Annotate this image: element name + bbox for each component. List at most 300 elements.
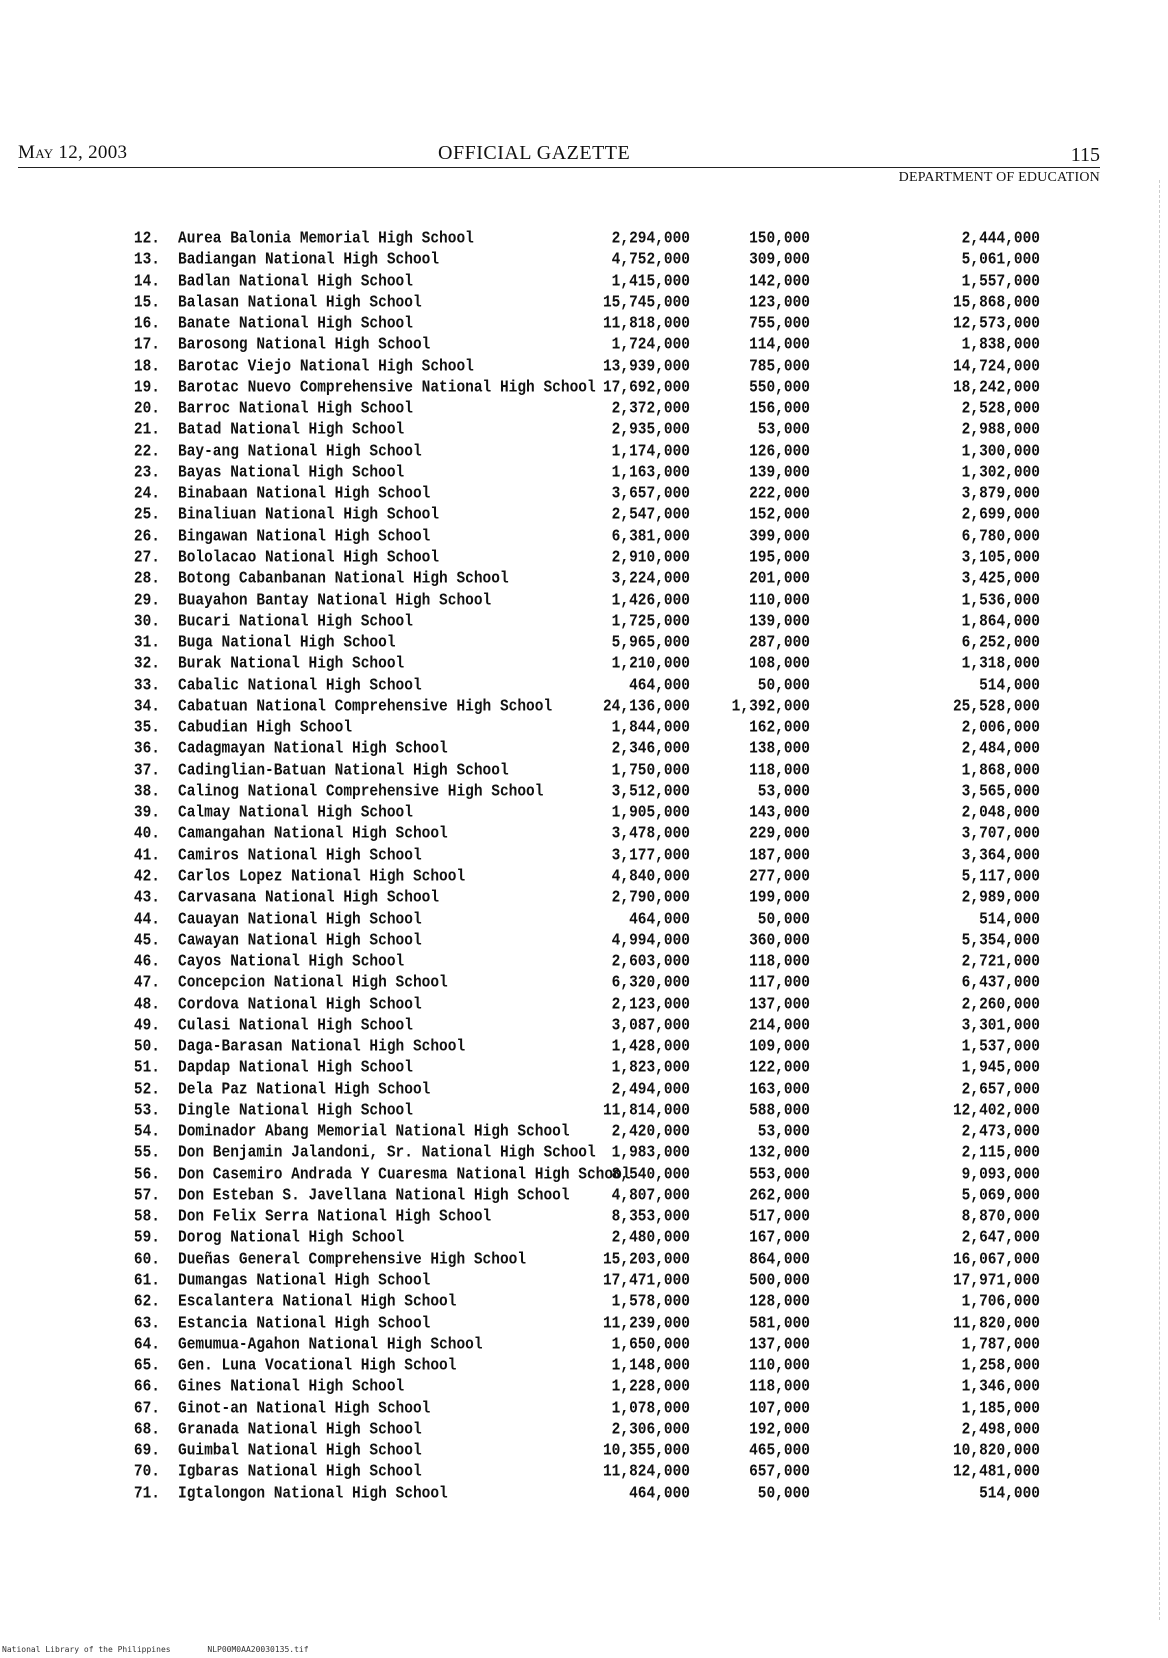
- amount-total: 2,989,000: [961, 889, 1040, 908]
- amount-col-1: 2,480,000: [611, 1229, 690, 1248]
- amount-col-1: 8,540,000: [611, 1165, 690, 1184]
- amount-total: 3,301,000: [961, 1016, 1040, 1035]
- table-row: [0, 825, 1168, 849]
- amount-col-2: 122,000: [749, 1059, 810, 1078]
- amount-total: 1,302,000: [961, 463, 1040, 482]
- amount-col-1: 2,294,000: [611, 230, 690, 248]
- amount-col-2: 162,000: [749, 719, 810, 738]
- amount-col-1: 1,078,000: [611, 1399, 690, 1418]
- row-number: 16.: [133, 315, 160, 333]
- table-row: [0, 443, 1168, 467]
- row-number: 48.: [133, 995, 160, 1014]
- amount-col-1: 2,346,000: [611, 740, 690, 759]
- row-number: 41.: [133, 846, 160, 865]
- amount-col-1: 1,844,000: [611, 719, 690, 738]
- amount-total: 2,988,000: [961, 421, 1040, 440]
- amount-total: 1,787,000: [961, 1335, 1040, 1354]
- amount-total: 1,537,000: [961, 1038, 1040, 1057]
- amount-col-1: 11,824,000: [602, 1463, 690, 1482]
- table-row: [0, 1081, 1168, 1105]
- row-number: 12.: [133, 230, 160, 248]
- row-number: 37.: [133, 761, 160, 780]
- amount-total: 6,780,000: [961, 527, 1040, 546]
- row-number: 24.: [133, 485, 160, 504]
- school-name: Banate National High School: [178, 315, 413, 333]
- amount-col-2: 150,000: [749, 230, 810, 248]
- amount-col-2: 118,000: [749, 761, 810, 780]
- amount-col-1: 1,725,000: [611, 612, 690, 631]
- school-name: Cadinglian-Batuan National High School: [178, 761, 509, 780]
- table-row: [0, 974, 1168, 998]
- table-row: [0, 996, 1168, 1020]
- header-rule: [18, 167, 1100, 168]
- school-name: Don Benjamin Jalandoni, Sr. National High School: [178, 1144, 596, 1163]
- school-name: Don Felix Serra National High School: [178, 1208, 492, 1227]
- amount-total: 12,573,000: [952, 315, 1040, 333]
- amount-col-2: 139,000: [749, 463, 810, 482]
- amount-col-1: 4,840,000: [611, 867, 690, 886]
- table-row: [0, 570, 1168, 594]
- school-name: Binabaan National High School: [178, 485, 431, 504]
- row-number: 49.: [133, 1016, 160, 1035]
- row-number: 36.: [133, 740, 160, 759]
- amount-col-2: 201,000: [749, 570, 810, 589]
- row-number: 13.: [133, 251, 160, 270]
- school-name: Dorog National High School: [178, 1229, 405, 1248]
- table-row: [0, 1485, 1168, 1509]
- school-name: Burak National High School: [178, 655, 405, 674]
- amount-col-1: 6,320,000: [611, 974, 690, 993]
- school-name: Culasi National High School: [178, 1016, 413, 1035]
- row-number: 55.: [133, 1144, 160, 1163]
- amount-col-1: 3,224,000: [611, 570, 690, 589]
- amount-col-2: 50,000: [757, 676, 810, 695]
- amount-total: 514,000: [979, 1484, 1040, 1503]
- row-number: 71.: [133, 1484, 160, 1503]
- row-number: 66.: [133, 1378, 160, 1397]
- amount-col-1: 1,210,000: [611, 655, 690, 674]
- row-number: 57.: [133, 1186, 160, 1205]
- amount-total: 2,048,000: [961, 804, 1040, 823]
- amount-total: 3,707,000: [961, 825, 1040, 844]
- amount-col-1: 4,752,000: [611, 251, 690, 270]
- amount-col-2: 109,000: [749, 1038, 810, 1057]
- school-name: Calmay National High School: [178, 804, 413, 823]
- table-row: [0, 336, 1168, 360]
- amount-col-2: 139,000: [749, 612, 810, 631]
- amount-col-1: 17,471,000: [602, 1272, 690, 1290]
- amount-col-2: 399,000: [749, 527, 810, 546]
- page-number: 115: [1070, 144, 1100, 166]
- school-name: Carlos Lopez National High School: [178, 867, 466, 886]
- amount-col-1: 11,239,000: [602, 1314, 690, 1333]
- amount-col-2: 199,000: [749, 889, 810, 908]
- amount-total: 1,185,000: [961, 1399, 1040, 1418]
- amount-col-1: 11,814,000: [602, 1101, 690, 1120]
- amount-total: 12,481,000: [952, 1463, 1040, 1482]
- amount-col-1: 5,965,000: [611, 634, 690, 652]
- amount-col-2: 755,000: [749, 315, 810, 333]
- amount-col-1: 1,415,000: [611, 272, 690, 291]
- amount-col-2: 214,000: [749, 1016, 810, 1035]
- amount-col-1: 6,381,000: [611, 527, 690, 546]
- publication-title: OFFICIAL GAZETTE: [438, 142, 631, 164]
- page-header: [18, 142, 1100, 168]
- amount-col-2: 187,000: [749, 846, 810, 865]
- table-row: [0, 762, 1168, 786]
- row-number: 30.: [133, 612, 160, 631]
- amount-col-2: 114,000: [749, 336, 810, 355]
- table-row: [0, 1229, 1168, 1253]
- school-name: Buga National High School: [178, 634, 396, 652]
- amount-total: 12,402,000: [952, 1101, 1040, 1120]
- amount-col-2: 262,000: [749, 1186, 810, 1205]
- amount-total: 16,067,000: [952, 1250, 1040, 1269]
- row-number: 45.: [133, 931, 160, 950]
- school-name: Bayas National High School: [178, 463, 405, 482]
- amount-col-1: 24,136,000: [602, 697, 690, 716]
- amount-total: 1,536,000: [961, 591, 1040, 610]
- amount-total: 8,870,000: [961, 1208, 1040, 1227]
- amount-col-1: 3,087,000: [611, 1016, 690, 1035]
- amount-col-1: 1,650,000: [611, 1335, 690, 1354]
- school-name: Camiros National High School: [178, 846, 422, 865]
- row-number: 31.: [133, 634, 160, 652]
- amount-col-2: 360,000: [749, 931, 810, 950]
- table-row: [0, 1293, 1168, 1317]
- school-name: Binaliuan National High School: [178, 506, 440, 525]
- school-name: Cabudian High School: [178, 719, 353, 738]
- amount-col-1: 2,547,000: [611, 506, 690, 525]
- table-row: [0, 911, 1168, 935]
- amount-total: 2,657,000: [961, 1080, 1040, 1099]
- table-row: [0, 932, 1168, 956]
- amount-col-1: 2,910,000: [611, 548, 690, 567]
- amount-col-1: 3,657,000: [611, 485, 690, 504]
- amount-total: 15,868,000: [952, 293, 1040, 312]
- amount-col-2: 108,000: [749, 655, 810, 674]
- table-row: [0, 1144, 1168, 1168]
- amount-col-1: 2,603,000: [611, 953, 690, 971]
- amount-col-2: 152,000: [749, 506, 810, 525]
- scan-edge-line: [1158, 180, 1160, 1620]
- amount-total: 2,473,000: [961, 1123, 1040, 1142]
- school-name: Calinog National Comprehensive High School: [178, 782, 544, 801]
- amount-total: 2,647,000: [961, 1229, 1040, 1248]
- school-name: Don Esteban S. Javellana National High School: [178, 1186, 570, 1205]
- amount-total: 1,557,000: [961, 272, 1040, 291]
- table-row: [0, 251, 1168, 275]
- amount-col-1: 4,807,000: [611, 1186, 690, 1205]
- row-number: 51.: [133, 1059, 160, 1078]
- amount-col-2: 53,000: [757, 782, 810, 801]
- amount-col-2: 118,000: [749, 953, 810, 971]
- school-name: Ginot-an National High School: [178, 1399, 431, 1418]
- row-number: 27.: [133, 548, 160, 567]
- row-number: 14.: [133, 272, 160, 291]
- amount-col-1: 2,306,000: [611, 1420, 690, 1439]
- amount-col-1: 1,750,000: [611, 761, 690, 780]
- row-number: 64.: [133, 1335, 160, 1354]
- amount-col-1: 15,203,000: [602, 1250, 690, 1269]
- school-name: Bay-ang National High School: [178, 442, 422, 461]
- table-row: [0, 1251, 1168, 1275]
- row-number: 32.: [133, 655, 160, 674]
- amount-total: 2,699,000: [961, 506, 1040, 525]
- amount-total: 6,437,000: [961, 974, 1040, 993]
- amount-col-2: 143,000: [749, 804, 810, 823]
- amount-col-2: 277,000: [749, 867, 810, 886]
- amount-total: 1,300,000: [961, 442, 1040, 461]
- table-row: [0, 1463, 1168, 1487]
- row-number: 29.: [133, 591, 160, 610]
- school-name: Gemumua-Agahon National High School: [178, 1335, 483, 1354]
- amount-col-2: 142,000: [749, 272, 810, 291]
- school-name: Cauayan National High School: [178, 910, 422, 929]
- amount-total: 3,105,000: [961, 548, 1040, 567]
- amount-total: 1,258,000: [961, 1357, 1040, 1375]
- row-number: 20.: [133, 400, 160, 419]
- row-number: 68.: [133, 1420, 160, 1439]
- row-number: 58.: [133, 1208, 160, 1227]
- amount-total: 5,117,000: [961, 867, 1040, 886]
- row-number: 33.: [133, 676, 160, 695]
- school-name: Estancia National High School: [178, 1314, 431, 1333]
- amount-col-2: 123,000: [749, 293, 810, 312]
- amount-col-2: 117,000: [749, 974, 810, 993]
- amount-col-2: 465,000: [749, 1442, 810, 1461]
- school-name: Cabalic National High School: [178, 676, 422, 695]
- amount-col-1: 464,000: [629, 910, 690, 929]
- amount-col-1: 2,790,000: [611, 889, 690, 908]
- amount-total: 1,838,000: [961, 336, 1040, 355]
- amount-total: 1,346,000: [961, 1378, 1040, 1397]
- appropriations-table: [0, 230, 1168, 1506]
- amount-total: 10,820,000: [952, 1442, 1040, 1461]
- row-number: 53.: [133, 1101, 160, 1120]
- table-row: [0, 847, 1168, 871]
- amount-col-2: 50,000: [757, 910, 810, 929]
- table-row: [0, 273, 1168, 297]
- school-name: Buayahon Bantay National High School: [178, 591, 492, 610]
- amount-col-2: 222,000: [749, 485, 810, 504]
- row-number: 47.: [133, 974, 160, 993]
- school-name: Bololacao National High School: [178, 548, 440, 567]
- amount-total: 2,498,000: [961, 1420, 1040, 1439]
- amount-col-1: 1,905,000: [611, 804, 690, 823]
- amount-col-1: 1,426,000: [611, 591, 690, 610]
- amount-col-1: 1,228,000: [611, 1378, 690, 1397]
- school-name: Bucari National High School: [178, 612, 413, 631]
- table-row: [0, 592, 1168, 616]
- amount-col-1: 464,000: [629, 676, 690, 695]
- table-row: [0, 1059, 1168, 1083]
- amount-total: 2,721,000: [961, 953, 1040, 971]
- amount-col-2: 195,000: [749, 548, 810, 567]
- table-row: [0, 1315, 1168, 1339]
- amount-col-1: 8,353,000: [611, 1208, 690, 1227]
- school-name: Badiangan National High School: [178, 251, 440, 270]
- row-number: 50.: [133, 1038, 160, 1057]
- amount-col-2: 110,000: [749, 591, 810, 610]
- row-number: 34.: [133, 697, 160, 716]
- amount-col-1: 1,724,000: [611, 336, 690, 355]
- row-number: 52.: [133, 1080, 160, 1099]
- amount-col-2: 110,000: [749, 1357, 810, 1375]
- amount-col-2: 657,000: [749, 1463, 810, 1482]
- amount-col-1: 15,745,000: [602, 293, 690, 312]
- school-name: Botong Cabanbanan National High School: [178, 570, 509, 589]
- school-name: Cayos National High School: [178, 953, 405, 971]
- amount-col-2: 581,000: [749, 1314, 810, 1333]
- amount-total: 25,528,000: [952, 697, 1040, 716]
- amount-total: 9,093,000: [961, 1165, 1040, 1184]
- school-name: Dingle National High School: [178, 1101, 413, 1120]
- amount-col-2: 588,000: [749, 1101, 810, 1120]
- amount-col-1: 17,692,000: [602, 378, 690, 397]
- amount-total: 3,364,000: [961, 846, 1040, 865]
- amount-total: 514,000: [979, 910, 1040, 929]
- amount-total: 11,820,000: [952, 1314, 1040, 1333]
- school-name: Guimbal National High School: [178, 1442, 422, 1461]
- row-number: 35.: [133, 719, 160, 738]
- school-name: Cawayan National High School: [178, 931, 422, 950]
- table-row: [0, 528, 1168, 552]
- amount-col-1: 4,994,000: [611, 931, 690, 950]
- school-name: Badlan National High School: [178, 272, 413, 291]
- amount-col-2: 156,000: [749, 400, 810, 419]
- row-number: 21.: [133, 421, 160, 440]
- library-credit: National Library of the Philippines: [2, 1645, 171, 1654]
- row-number: 59.: [133, 1229, 160, 1248]
- amount-col-2: 163,000: [749, 1080, 810, 1099]
- amount-col-2: 126,000: [749, 442, 810, 461]
- row-number: 17.: [133, 336, 160, 355]
- amount-col-1: 1,823,000: [611, 1059, 690, 1078]
- school-name: Bingawan National High School: [178, 527, 431, 546]
- school-name: Gines National High School: [178, 1378, 405, 1397]
- amount-total: 14,724,000: [952, 357, 1040, 376]
- school-name: Dapdap National High School: [178, 1059, 413, 1078]
- school-name: Camangahan National High School: [178, 825, 448, 844]
- amount-col-2: 500,000: [749, 1272, 810, 1290]
- amount-total: 2,444,000: [961, 230, 1040, 248]
- row-number: 25.: [133, 506, 160, 525]
- amount-col-2: 287,000: [749, 634, 810, 652]
- amount-col-2: 864,000: [749, 1250, 810, 1269]
- amount-col-2: 550,000: [749, 378, 810, 397]
- amount-col-1: 1,163,000: [611, 463, 690, 482]
- amount-total: 5,354,000: [961, 931, 1040, 950]
- row-number: 62.: [133, 1293, 160, 1312]
- table-row: [0, 677, 1168, 701]
- row-number: 39.: [133, 804, 160, 823]
- page-footer: [2, 1645, 341, 1654]
- amount-col-2: 50,000: [757, 1484, 810, 1503]
- table-row: [0, 358, 1168, 382]
- amount-total: 2,528,000: [961, 400, 1040, 419]
- amount-col-1: 3,478,000: [611, 825, 690, 844]
- school-name: Daga-Barasan National High School: [178, 1038, 466, 1057]
- amount-total: 3,565,000: [961, 782, 1040, 801]
- amount-col-1: 2,123,000: [611, 995, 690, 1014]
- row-number: 65.: [133, 1357, 160, 1375]
- school-name: Balasan National High School: [178, 293, 422, 312]
- amount-col-1: 3,512,000: [611, 782, 690, 801]
- amount-total: 5,061,000: [961, 251, 1040, 270]
- amount-col-1: 2,935,000: [611, 421, 690, 440]
- amount-col-1: 1,428,000: [611, 1038, 690, 1057]
- table-row: [0, 1166, 1168, 1190]
- row-number: 28.: [133, 570, 160, 589]
- row-number: 15.: [133, 293, 160, 312]
- row-number: 60.: [133, 1250, 160, 1269]
- table-row: [0, 506, 1168, 530]
- amount-col-2: 192,000: [749, 1420, 810, 1439]
- amount-col-1: 2,494,000: [611, 1080, 690, 1099]
- row-number: 18.: [133, 357, 160, 376]
- row-number: 46.: [133, 953, 160, 971]
- amount-total: 3,879,000: [961, 485, 1040, 504]
- school-name: Barotac Nuevo Comprehensive National High School: [178, 378, 596, 397]
- school-name: Batad National High School: [178, 421, 405, 440]
- school-name: Granada National High School: [178, 1420, 422, 1439]
- amount-col-2: 229,000: [749, 825, 810, 844]
- amount-total: 6,252,000: [961, 634, 1040, 652]
- school-name: Barosong National High School: [178, 336, 431, 355]
- amount-col-1: 1,174,000: [611, 442, 690, 461]
- amount-total: 514,000: [979, 676, 1040, 695]
- amount-col-2: 1,392,000: [731, 697, 810, 716]
- row-number: 44.: [133, 910, 160, 929]
- row-number: 67.: [133, 1399, 160, 1418]
- amount-col-2: 137,000: [749, 995, 810, 1014]
- school-name: Escalantera National High School: [178, 1293, 457, 1312]
- school-name: Cadagmayan National High School: [178, 740, 448, 759]
- school-name: Concepcion National High School: [178, 974, 448, 993]
- amount-col-2: 138,000: [749, 740, 810, 759]
- row-number: 23.: [133, 463, 160, 482]
- amount-total: 2,484,000: [961, 740, 1040, 759]
- amount-col-1: 1,983,000: [611, 1144, 690, 1163]
- amount-total: 3,425,000: [961, 570, 1040, 589]
- table-row: [0, 889, 1168, 913]
- amount-total: 2,260,000: [961, 995, 1040, 1014]
- scan-filename: NLP00M0AA20030135.tif: [207, 1645, 309, 1654]
- amount-col-2: 107,000: [749, 1399, 810, 1418]
- amount-col-2: 53,000: [757, 421, 810, 440]
- amount-col-1: 1,578,000: [611, 1293, 690, 1312]
- row-number: 43.: [133, 889, 160, 908]
- table-row: [0, 1400, 1168, 1424]
- amount-col-1: 2,420,000: [611, 1123, 690, 1142]
- amount-total: 17,971,000: [952, 1272, 1040, 1290]
- amount-col-1: 464,000: [629, 1484, 690, 1503]
- section-title: DEPARTMENT OF EDUCATION: [898, 170, 1100, 185]
- row-number: 22.: [133, 442, 160, 461]
- row-number: 63.: [133, 1314, 160, 1333]
- school-name: Cordova National High School: [178, 995, 422, 1014]
- school-name: Aurea Balonia Memorial High School: [178, 230, 474, 248]
- row-number: 26.: [133, 527, 160, 546]
- row-number: 54.: [133, 1123, 160, 1142]
- amount-total: 5,069,000: [961, 1186, 1040, 1205]
- row-number: 69.: [133, 1442, 160, 1461]
- amount-total: 1,868,000: [961, 761, 1040, 780]
- row-number: 42.: [133, 867, 160, 886]
- row-number: 56.: [133, 1165, 160, 1184]
- row-number: 61.: [133, 1272, 160, 1290]
